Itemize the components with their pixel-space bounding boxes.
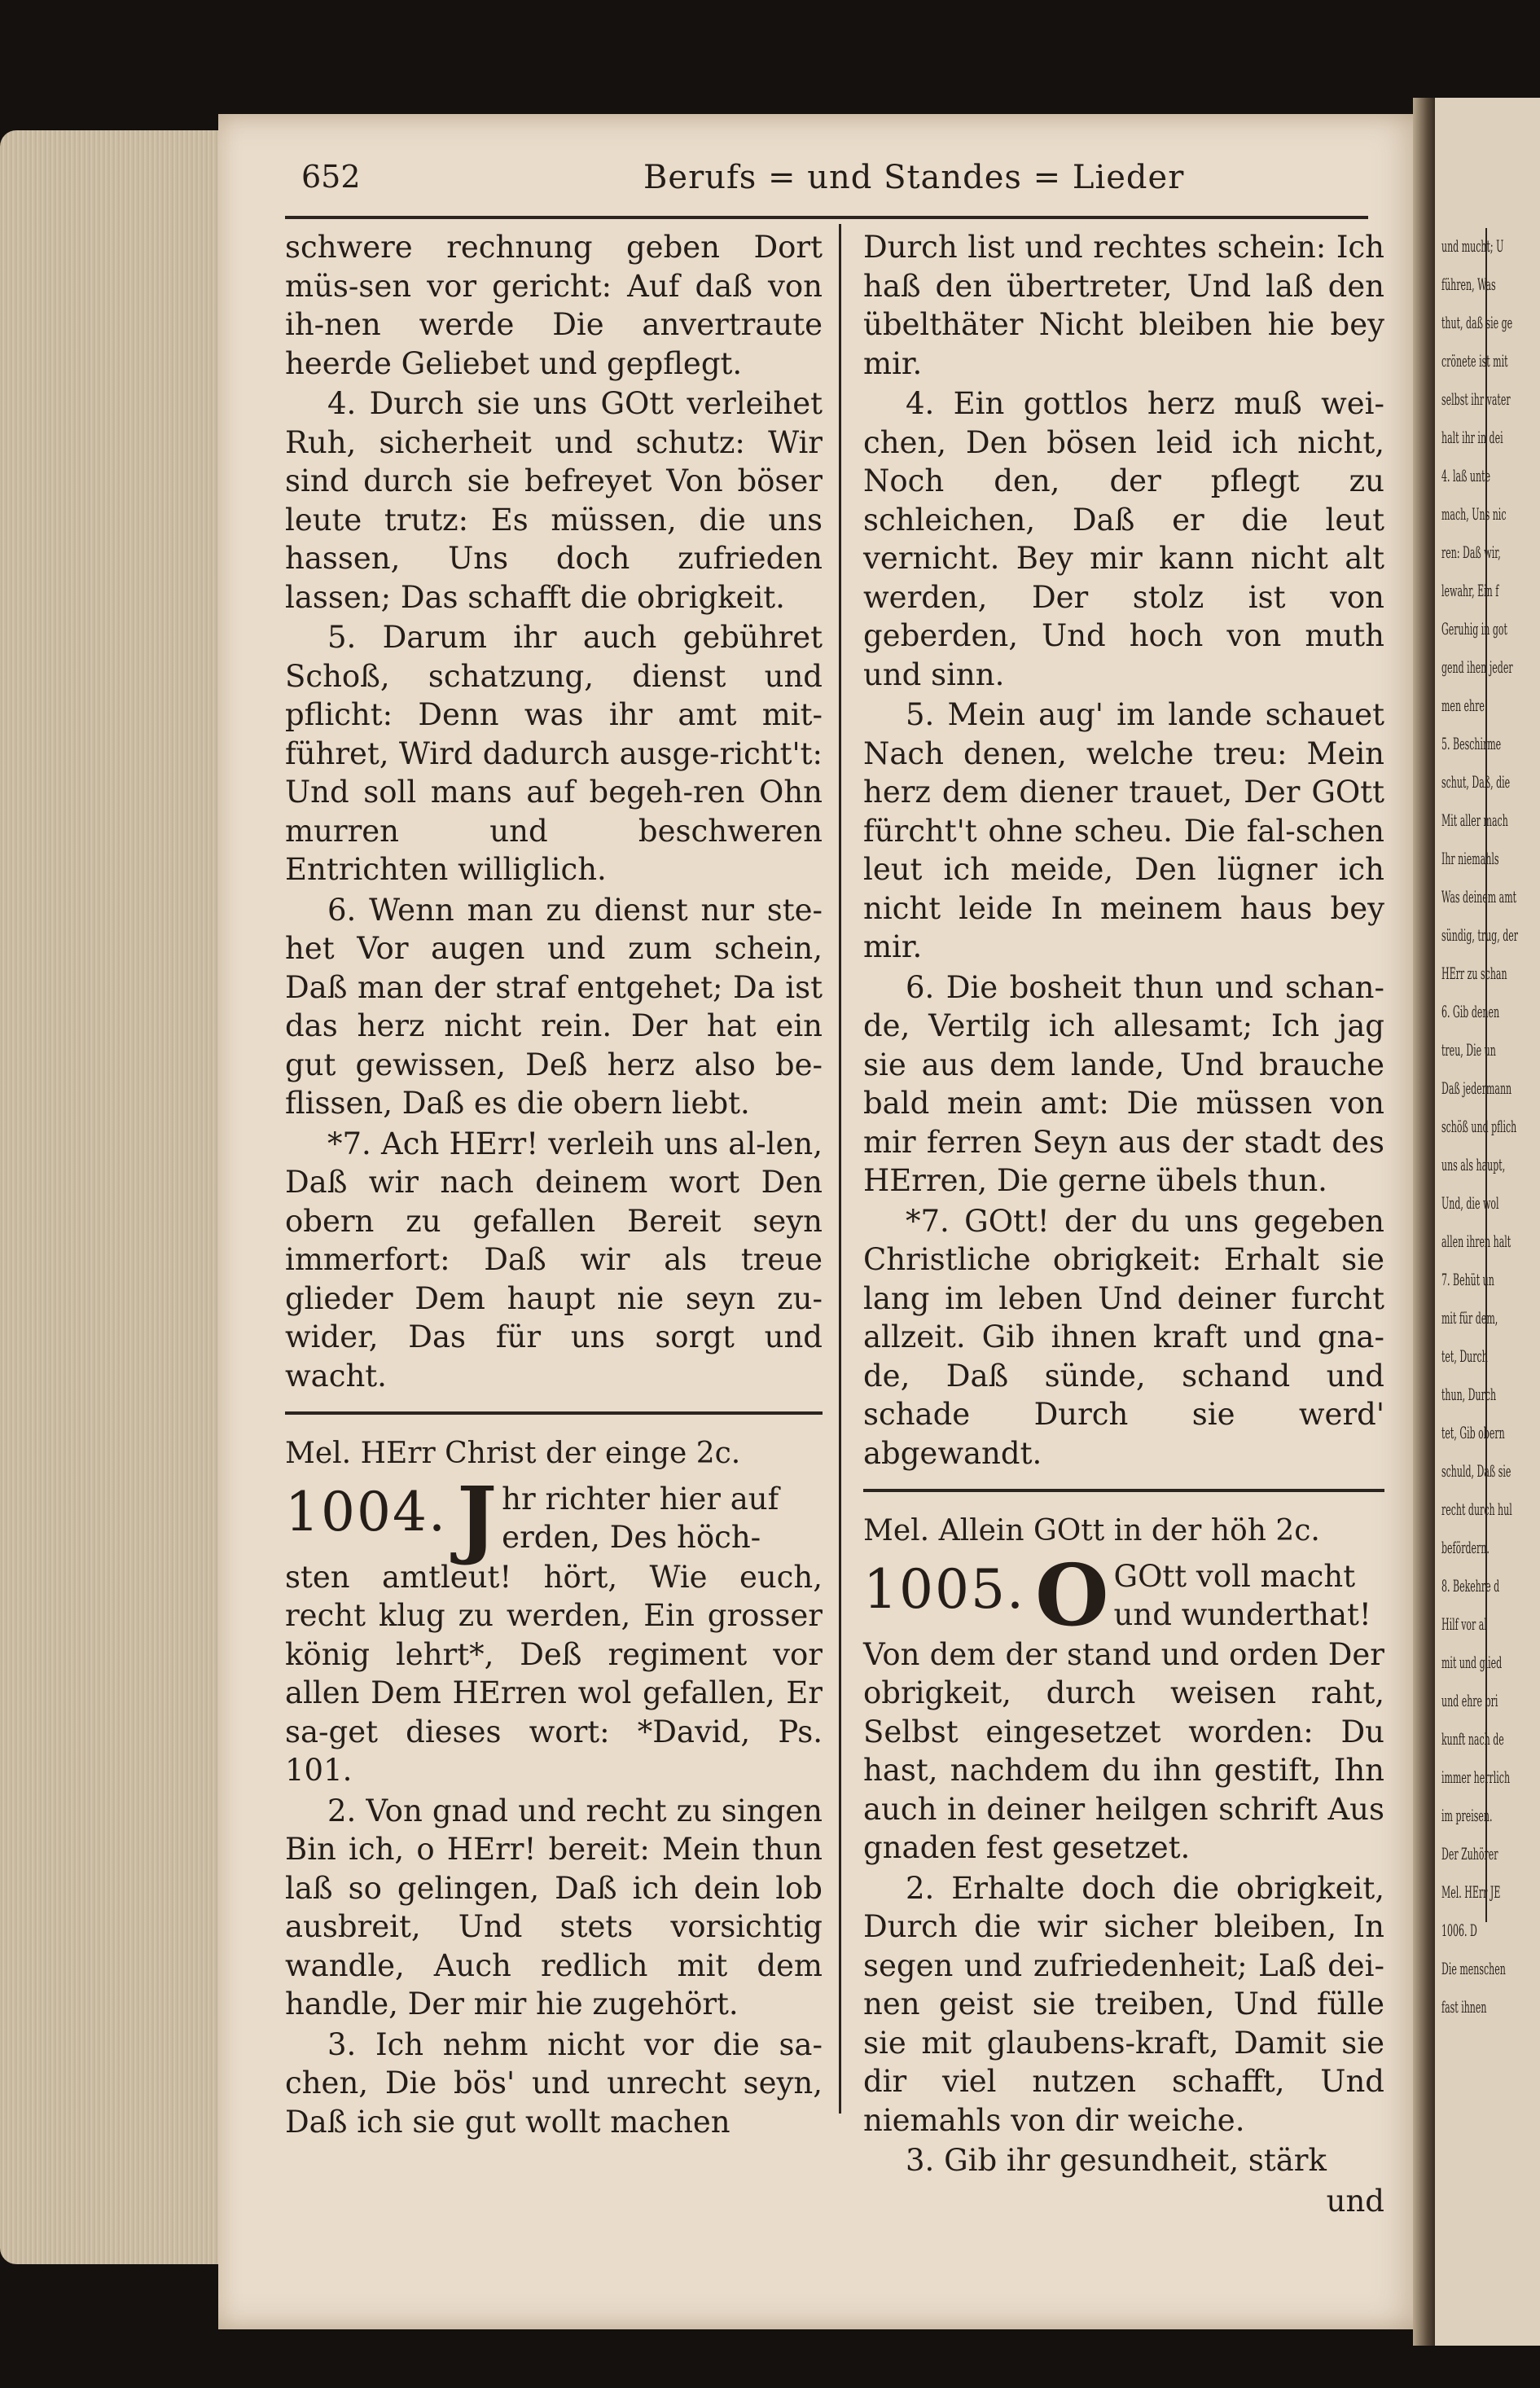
verse-paragraph: 4. Ein gottlos herz muß wei-chen, Den bösen leid ich nicht, Noch den, der pflegt zu schleichen, Daß er die leut vernicht. Bey mir kann nicht alt werden, Der stolz ist von geberden, Und hoch von muth und sinn.	[863, 386, 1384, 692]
next-page-line: lewahr, Ein f	[1441, 581, 1499, 600]
next-page-line: ren: Daß wir,	[1441, 542, 1501, 562]
hymn-heading	[863, 1544, 1384, 1645]
next-page-line: uns als haupt,	[1441, 1155, 1506, 1174]
verse-paragraph: 4. Durch sie uns GOtt verleihet Ruh, sicherheit und schutz: Wir sind durch sie befreyet Von böser leute trutz: Es müssen, die uns hassen, Uns doch zufrieden lassen; Das schafft die obrigkeit.	[285, 386, 823, 615]
next-page-line: und ehre bri	[1441, 1691, 1498, 1710]
next-page-line: HErr zu schan	[1441, 964, 1507, 983]
column-divider	[839, 224, 841, 2114]
next-page-line: gend ihen jeder	[1441, 657, 1513, 677]
drop-cap: O	[1034, 1544, 1109, 1645]
next-page-line: Mel. HErr JE	[1441, 1882, 1501, 1902]
next-page-line: Geruhig in got	[1441, 619, 1507, 639]
next-page-line: 1006. D	[1441, 1920, 1477, 1940]
verse-paragraph: 3. Ich nehm nicht vor die sa-chen, Die bös' und unrecht seyn, Daß ich sie gut wollt machen	[285, 2026, 823, 2140]
next-page-line: recht durch hul	[1441, 1499, 1512, 1519]
next-page-line: mit für dem,	[1441, 1308, 1498, 1328]
hymn-number: 1004.	[285, 1480, 447, 1543]
next-page-line: thun, Durch	[1441, 1385, 1497, 1404]
verse-paragraph: 2. Von gnad und recht zu singen Bin ich, o HErr! bereit: Mein thun laß so gelingen, Daß ich dein lob ausbreit, Und stets vorsichtig wandle, Auch redlich mit dem handle, Der mir hie zugehört.	[285, 1793, 823, 2021]
next-page-line: Die menschen	[1441, 1959, 1506, 1978]
melody-line: Mel. HErr Christ der einge 2c.	[285, 1437, 741, 1470]
next-page-line: mit und glied	[1441, 1653, 1503, 1672]
verse-paragraph: 6. Die bosheit thun und schan-de, Vertilg ich allesamt; Ich jag sie aus dem lande, Und brauche bald mein amt: Die müssen von mir ferren Seyn aus der stadt des HErren, Die gerne übels thun.	[863, 969, 1384, 1198]
next-page-line: allen ihren halt	[1441, 1231, 1511, 1251]
drop-cap: J	[456, 1467, 498, 1568]
next-page-line: Daß jedermann	[1441, 1078, 1512, 1098]
next-page-line: treu, Die un	[1441, 1040, 1496, 1060]
verse-paragraph: *7. GOtt! der du uns gegeben Christliche obrigkeit: Erhalt sie lang im leben Und deiner furcht allzeit. Gib ihnen kraft und gna-de, Daß sünde, schand und schade Durch sie werd' abgewandt.	[863, 1203, 1384, 1471]
next-page-line: halt ihr in dei	[1441, 428, 1503, 447]
next-page-line: befördern.	[1441, 1538, 1490, 1557]
next-page-line: Und, die wol	[1441, 1193, 1499, 1213]
right-column	[863, 228, 1384, 2220]
verse-paragraph: Von dem der stand und orden Der obrigkeit, durch weisen raht, Selbst eingesetzet worden: Du hast, nachdem du ihn gestift, Ihn auch in deiner heilgen schrift Aus gnaden fest gesetzet.	[863, 1636, 1384, 1865]
verse-paragraph: 5. Darum ihr auch gebühret Schoß, schatzung, dienst und pflicht: Denn was ihr amt mit-führet, Wird dadurch ausge-richt't: Und soll mans auf begeh-ren Ohn murren und beschweren Entrichten williglich.	[285, 620, 823, 887]
next-page-line: Hilf vor al	[1441, 1614, 1487, 1634]
next-page-line: schut, Daß, die	[1441, 772, 1511, 792]
hymn-heading	[285, 1467, 823, 1568]
next-page-fragment	[1435, 98, 1540, 2346]
next-page-line: 8. Bekehre d	[1441, 1576, 1500, 1596]
next-page-line: im preisen.	[1441, 1806, 1493, 1825]
book-page-edges	[0, 130, 220, 2264]
next-page-line: Mit aller mach	[1441, 810, 1508, 830]
verse-paragraph: Durch list und rechtes schein: Ich haß den übertreter, Und laß den übelthäter Nicht bleiben hie bey mir.	[863, 230, 1384, 381]
next-page-line: Der Zuhörer	[1441, 1844, 1498, 1863]
next-page-line: und mucht; U	[1441, 236, 1504, 256]
next-page-line: führen, Was	[1441, 274, 1496, 294]
next-page-line: tet, Gib obern	[1441, 1423, 1505, 1442]
section-rule	[863, 1489, 1384, 1492]
hymn-first-line: hr richter hier auf erden, Des höch-	[502, 1481, 779, 1555]
next-page-line: men ehre.	[1441, 696, 1488, 715]
page-number: 652	[301, 159, 361, 195]
left-column	[285, 228, 823, 2143]
hymn-first-line: GOtt voll macht und wunderthat!	[1113, 1558, 1371, 1632]
next-page-line: schöß und pflich	[1441, 1117, 1517, 1136]
page-header	[301, 159, 1384, 200]
verse-paragraph: 2. Erhalte doch die obrigkeit, Durch die wir sicher bleiben, In segen und zufriedenheit; Laß dei-nen geist sie treiben, Und fülle sie mit glaubens-kraft, Damit sie dir viel nutzen schafft, Und niemahls von dir weiche.	[863, 1870, 1384, 2138]
verse-paragraph: schwere rechnung geben Dort müs-sen vor gericht: Auf daß von ih-nen werde Die anvertraute heerde Geliebet und gepflegt.	[285, 230, 823, 381]
next-page-line: sündig, trug, der	[1441, 925, 1519, 945]
next-page-line: selbst ihr vater	[1441, 389, 1511, 409]
next-page-line: 7. Behüt un	[1441, 1270, 1494, 1289]
next-page-line: thut, daß sie ge	[1441, 313, 1513, 332]
next-page-line: mach, Uns nic	[1441, 504, 1507, 524]
next-page-line: 4. laß unte	[1441, 466, 1491, 485]
header-rule	[285, 216, 1368, 219]
section-rule	[285, 1411, 823, 1415]
running-title: Berufs = und Standes = Lieder	[643, 159, 1185, 196]
next-page-line: crönete ist mit	[1441, 351, 1508, 371]
catchword: und	[1326, 2183, 1384, 2219]
verse-paragraph: 3. Gib ihr gesundheit, stärk	[906, 2143, 1327, 2178]
next-page-line: Ihr niemahls	[1441, 849, 1499, 868]
hymn-number: 1005.	[863, 1557, 1025, 1621]
next-page-line: 6. Gib denen	[1441, 1002, 1500, 1021]
next-page-line: 5. Beschirme	[1441, 734, 1502, 753]
next-page-line: Was deinem amt	[1441, 887, 1517, 906]
next-page-line: kunft nach de	[1441, 1729, 1504, 1749]
next-page-line: schuld, Daß sie	[1441, 1461, 1511, 1481]
next-page-line: fast ihnen	[1441, 1997, 1487, 2017]
book-gutter	[1413, 98, 1437, 2346]
next-page-line: immer herrlich	[1441, 1767, 1511, 1787]
next-page-line: tet, Durch	[1441, 1346, 1488, 1366]
verse-paragraph: 5. Mein aug' im lande schauet Nach denen, welche treu: Mein herz dem diener trauet, Der GOtt fürcht't ohne scheu. Die fal-schen leut ich meide, Den lügner ich nicht leide In meinem haus bey mir.	[863, 697, 1384, 964]
melody-line: Mel. Allein GOtt in der höh 2c.	[863, 1514, 1320, 1547]
verse-paragraph: *7. Ach HErr! verleih uns al-len, Daß wir nach deinem wort Den obern zu gefallen Bereit seyn immerfort: Daß wir als treue glieder Dem haupt nie seyn zu-wider, Das für uns sorgt und wacht.	[285, 1126, 823, 1394]
verse-paragraph: sten amtleut! hört, Wie euch, recht klug zu werden, Ein grosser könig lehrt*, Deß regiment vor allen Dem HErren wol gefallen, Er sa-get dieses wort: *David, Ps. 101.	[285, 1559, 823, 1788]
verse-paragraph: 6. Wenn man zu dienst nur ste-het Vor augen und zum schein, Daß man der straf entgehet; Da ist das herz nicht rein. Der hat ein gut gewissen, Deß herz also be-flissen, Daß es die obern liebt.	[285, 892, 823, 1121]
